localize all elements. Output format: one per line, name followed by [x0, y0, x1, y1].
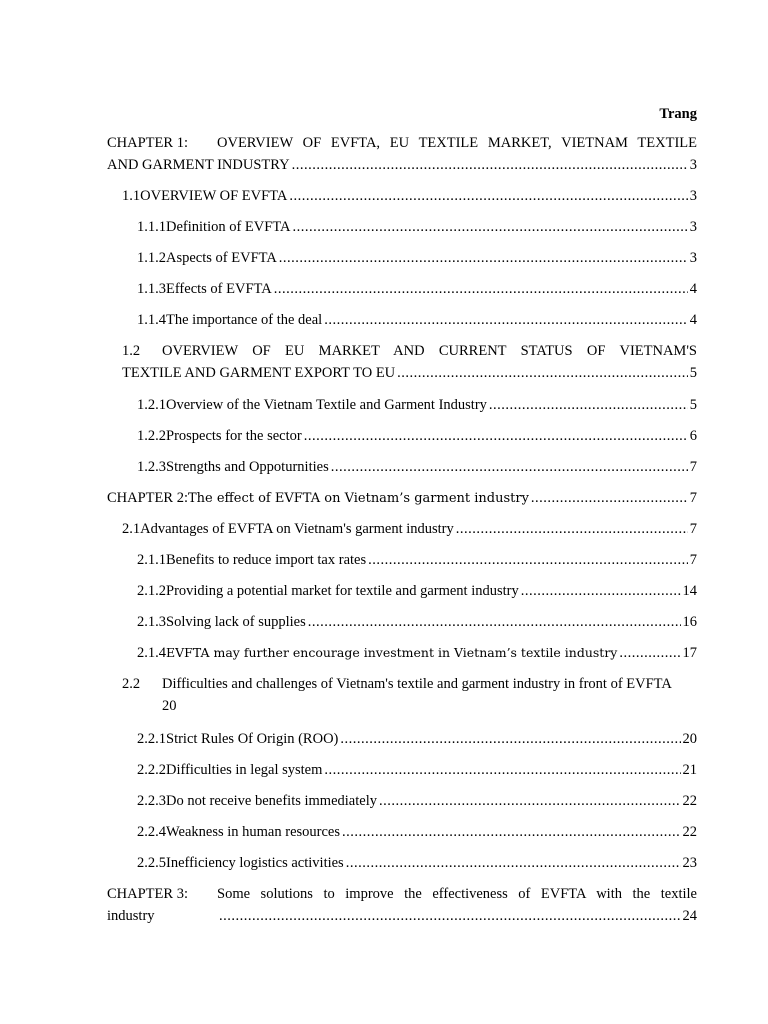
toc-entry-2-2-5[interactable] [137, 852, 697, 874]
toc-number: CHAPTER 2: [107, 490, 188, 506]
toc-leader [292, 154, 688, 176]
toc-leader [331, 456, 688, 478]
toc-entry-2-1-4[interactable] [137, 642, 697, 664]
toc-entry-chapter-1[interactable] [107, 132, 697, 176]
toc-leader [293, 216, 688, 238]
toc-entry-chapter-2[interactable] [107, 487, 697, 510]
toc-title-line-1: OVERVIEW OF EVFTA, EU TEXTILE MARKET, VIETNAM TEXTILE [217, 135, 697, 151]
toc-title: Difficulties and challenges of Vietnam's textile and garment industry in front of EVFTA [162, 676, 672, 692]
toc-page-number: 3 [689, 188, 697, 204]
toc-page-number: 14 [682, 583, 697, 599]
toc-number: 2.2.3 [137, 793, 166, 809]
toc-page-number: 5 [689, 365, 697, 381]
toc-page-number: 3 [689, 157, 697, 173]
toc-entry-2-1[interactable] [122, 518, 697, 540]
toc-entry-1-1-4[interactable] [137, 309, 697, 331]
toc-number: 1.1.4 [137, 312, 166, 328]
toc-title: Overview of the Vietnam Textile and Garment Industry [166, 397, 487, 413]
toc-page-number: 7 [689, 552, 697, 568]
toc-entry-1-1[interactable] [122, 185, 697, 207]
toc-page-number: 22 [682, 793, 697, 809]
toc-leader [619, 642, 680, 664]
toc-number: 1.2.3 [137, 459, 166, 475]
toc-leader [304, 425, 688, 447]
toc-leader [279, 247, 688, 269]
toc-title: EVFTA may further encourage investment in Vietnam’s textile industry [166, 645, 618, 660]
toc-title: Difficulties in legal system [166, 762, 323, 778]
toc-title: Solving lack of supplies [166, 614, 306, 630]
toc-title: Strengths and Oppoturnities [166, 459, 329, 475]
toc-title: Providing a potential market for textile and garment industry [166, 583, 519, 599]
toc-number: CHAPTER 3: [107, 886, 188, 902]
toc-entry-1-2-2[interactable] [137, 425, 697, 447]
toc-number: 2.1.3 [137, 614, 166, 630]
toc-number: 2.1 [122, 521, 141, 537]
toc-page-number: 23 [682, 855, 697, 871]
toc-page-number: 16 [682, 614, 697, 630]
toc-title-line-2: TEXTILE AND GARMENT EXPORT TO EU [122, 365, 396, 381]
toc-leader [274, 278, 688, 300]
toc-leader [289, 185, 687, 207]
toc-leader [489, 394, 688, 416]
toc-number: 2.2.2 [137, 762, 166, 778]
toc-title-line-1: OVERVIEW OF EU MARKET AND CURRENT STATUS OF VIETNAM'S [162, 343, 697, 359]
toc-title: Definition of EVFTA [166, 219, 291, 235]
toc-page-number: 3 [689, 250, 697, 266]
toc-number: CHAPTER 1: [107, 135, 188, 151]
toc-page-number: 7 [689, 490, 697, 506]
toc-title: OVERVIEW OF EVFTA [140, 188, 288, 204]
toc-entry-2-1-1[interactable] [137, 549, 697, 571]
toc-page-number: 6 [689, 428, 697, 444]
toc-number: 2.1.2 [137, 583, 166, 599]
toc-page-number: 7 [689, 521, 697, 537]
toc-entry-1-1-2[interactable] [137, 247, 697, 269]
toc-title-line-2: AND GARMENT INDUSTRY [107, 157, 290, 173]
toc-number: 1.2.1 [137, 397, 166, 413]
toc-entry-1-1-1[interactable] [137, 216, 697, 238]
toc-leader [397, 362, 688, 384]
toc-leader [531, 487, 688, 509]
toc-title: Inefficiency logistics activities [166, 855, 344, 871]
toc-entry-1-1-3[interactable] [137, 278, 697, 300]
toc-entry-2-1-2[interactable] [137, 580, 697, 602]
toc-page-number: 17 [682, 645, 697, 661]
toc-number: 1.2.2 [137, 428, 166, 444]
toc-page-number: 20 [682, 731, 697, 747]
toc-entry-chapter-3[interactable] [107, 883, 697, 927]
toc-entry-1-2[interactable] [122, 340, 697, 384]
toc-leader [340, 728, 680, 750]
toc-entry-2-2[interactable] [122, 673, 697, 717]
toc-number: 1.1.3 [137, 281, 166, 297]
toc-number: 2.2.4 [137, 824, 166, 840]
toc-page-number: 4 [689, 281, 697, 297]
toc-page-number: 20 [162, 698, 177, 714]
toc-number: 1.1.2 [137, 250, 166, 266]
toc-leader [346, 852, 681, 874]
toc-title: The importance of the deal [166, 312, 323, 328]
toc-number: 2.1.1 [137, 552, 166, 568]
toc-title: The effect of EVFTA on Vietnam’s garment industry [187, 491, 529, 506]
toc-title: Benefits to reduce import tax rates [166, 552, 367, 568]
toc-entry-2-1-3[interactable] [137, 611, 697, 633]
toc-entry-2-2-1[interactable] [137, 728, 697, 750]
toc-title: Strict Rules Of Origin (ROO) [166, 731, 339, 747]
toc-title: Advantages of EVFTA on Vietnam's garment industry [140, 521, 454, 537]
toc-title-line-2: industry [107, 908, 155, 924]
toc-leader [521, 580, 681, 602]
toc-page-number: 21 [682, 762, 697, 778]
toc-title: Effects of EVFTA [166, 281, 272, 297]
toc-page-number: 3 [689, 219, 697, 235]
toc-leader [456, 518, 688, 540]
toc-leader [379, 790, 681, 812]
toc-number: 2.1.4 [137, 645, 166, 661]
toc-page-number: 5 [689, 397, 697, 413]
toc-page-number: 4 [689, 312, 697, 328]
toc-leader [342, 821, 681, 843]
toc-leader [308, 611, 681, 633]
toc-leader [324, 759, 680, 781]
toc-number: 2.2.1 [137, 731, 166, 747]
toc-leader [324, 309, 688, 331]
toc-number: 2.2 [122, 676, 141, 692]
toc-entry-1-2-1[interactable] [137, 394, 697, 416]
toc-leader [368, 549, 688, 571]
toc-entry-2-2-4[interactable] [137, 821, 697, 843]
toc-number: 2.2.5 [137, 855, 166, 871]
toc-entry-1-2-3[interactable] [137, 456, 697, 478]
toc-number: 1.2 [122, 343, 141, 359]
toc-number: 1.1.1 [137, 219, 166, 235]
toc-title: Prospects for the sector [166, 428, 302, 444]
toc-title: Do not receive benefits immediately [166, 793, 377, 809]
toc-title: Aspects of EVFTA [166, 250, 277, 266]
toc-entry-2-2-3[interactable] [137, 790, 697, 812]
toc-leader [219, 905, 681, 927]
toc-page-number: 24 [682, 908, 697, 924]
toc-number: 1.1 [122, 188, 141, 204]
toc-title: Weakness in human resources [166, 824, 340, 840]
toc-entry-2-2-2[interactable] [137, 759, 697, 781]
toc-page-number: 22 [682, 824, 697, 840]
toc-title-line-1: Some solutions to improve the effectiveness of EVFTA with the textile [217, 886, 697, 902]
toc-page-number: 7 [689, 459, 697, 475]
page-column-header: Trang [659, 106, 697, 122]
